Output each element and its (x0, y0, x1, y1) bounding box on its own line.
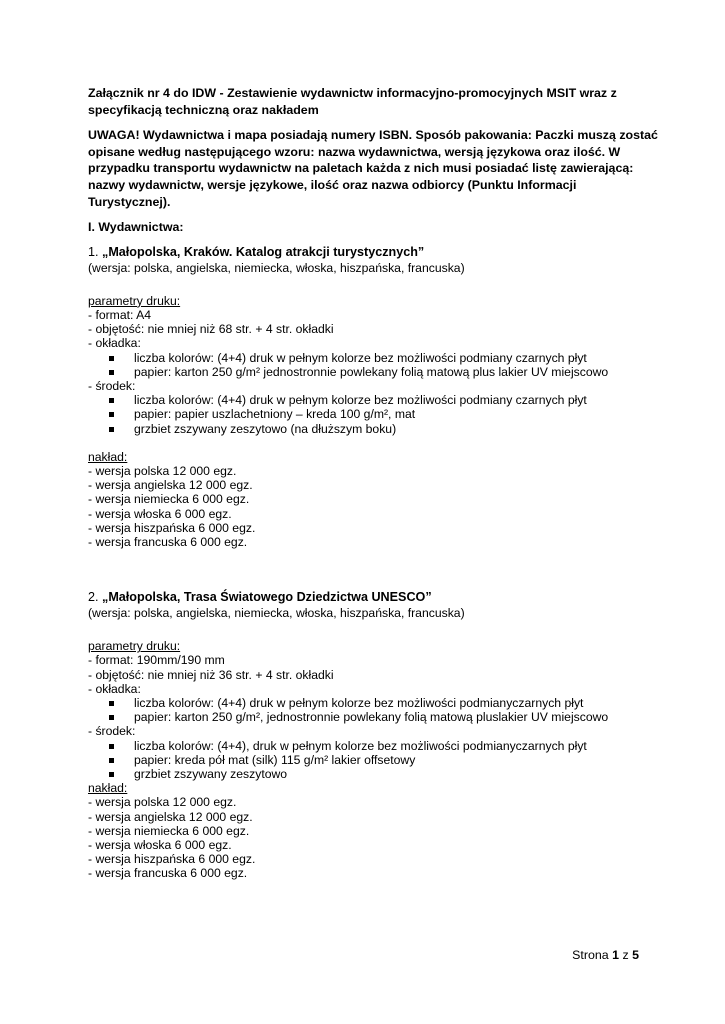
publication-2-inside-label: - środek: (88, 724, 136, 739)
publication-1-inside-label: - środek: (88, 378, 136, 393)
publication-2-inside-item: liczba kolorów: (4+4), druk w pełnym kolorze bez możliwości podmianyczarnych płyt (88, 739, 658, 753)
bullet-square-icon (109, 427, 114, 432)
publication-2-cover-label: - okładka: (88, 681, 141, 696)
publication-1-params-label: parametry druku: (88, 293, 181, 308)
publication-1-print-run-label: nakład: (88, 449, 128, 464)
document-title: Załącznik nr 4 do IDW - Zestawienie wydawnictw informacyjno-promocyjnych MSIT wraz z specyfikacją techniczną oraz nakładem (88, 86, 617, 117)
publication-2-print-run-item: - wersja angielska 12 000 egz. (88, 809, 253, 824)
publication-2-number: 2. (88, 590, 103, 605)
publication-2-cover-item: liczba kolorów: (4+4) druk w pełnym kolorze bez możliwości podmianyczarnych płyt (88, 696, 658, 710)
publication-2-versions: (wersja: polska, angielska, niemiecka, włoska, hiszpańska, francuska) (88, 606, 465, 621)
section-heading: I. Wydawnictwa: (88, 220, 184, 235)
publication-2-print-run-item: - wersja polska 12 000 egz. (88, 795, 237, 810)
publication-1-volume: - objętość: nie mniej niż 68 str. + 4 str. okładki (88, 322, 334, 337)
document-page (88, 85, 658, 881)
page-number: Strona 1 z 5 (572, 948, 639, 962)
publication-1-cover-label: - okładka: (88, 336, 141, 351)
bullet-square-icon (109, 398, 114, 403)
bullet-square-icon (109, 356, 114, 361)
bullet-square-icon (109, 758, 114, 763)
publication-1-print-run-item: - wersja hiszpańska 6 000 egz. (88, 520, 256, 535)
current-page: 1 (612, 948, 619, 962)
bullet-square-icon (109, 744, 114, 749)
publication-1-cover-item: papier: karton 250 g/m² jednostronnie powlekany folią matową plus lakier UV miejscowo (88, 365, 658, 379)
publication-1-inside-item: liczba kolorów: (4+4) druk w pełnym kolorze bez możliwości podmiany czarnych płyt (88, 393, 658, 407)
publication-1-title: „Małopolska, Kraków. Katalog atrakcji turystycznych” (102, 244, 425, 259)
publication-2-print-run-item: - wersja hiszpańska 6 000 egz. (88, 852, 256, 867)
bullet-square-icon (109, 772, 114, 777)
packing-notice: UWAGA! Wydawnictwa i mapa posiadają numery ISBN. Sposób pakowania: Paczki muszą zostać opisane według następującego wzoru: nazwa wydawnictwa, wersją językowa oraz ilość. W przypadku transportu wydawnictw na paletach każda z nich musi posiadać listę zawierającą: nazwy wydawnictw, wersje językowe, ilość oraz nazwa odbiorcy (Punktu Informacji Turystycznej). (88, 128, 658, 209)
publication-2-title: „Małopolska, Trasa Światowego Dziedzictwa UNESCO” (102, 590, 432, 605)
publication-2-print-run-item: - wersja niemiecka 6 000 egz. (88, 823, 250, 838)
publication-1-print-run-item: - wersja angielska 12 000 egz. (88, 478, 253, 493)
total-pages: 5 (632, 948, 639, 962)
publication-1-versions: (wersja: polska, angielska, niemiecka, włoska, hiszpańska, francuska) (88, 260, 465, 275)
publication-2-print-run-item: - wersja włoska 6 000 egz. (88, 838, 232, 853)
bullet-square-icon (109, 701, 114, 706)
publication-1-print-run-item: - wersja francuska 6 000 egz. (88, 535, 248, 549)
publication-1-cover-item: liczba kolorów: (4+4) druk w pełnym kolorze bez możliwości podmiany czarnych płyt (88, 351, 658, 365)
publication-1-print-run-item: - wersja włoska 6 000 egz. (88, 506, 232, 521)
bullet-square-icon (109, 412, 114, 417)
publication-1-print-run-item: - wersja polska 12 000 egz. (88, 463, 237, 478)
publication-2-heading (88, 589, 658, 606)
publication-2-inside-item: grzbiet zszywany zeszytowo (88, 767, 658, 781)
publication-1-print-run-item: - wersja niemiecka 6 000 egz. (88, 492, 250, 507)
publication-1-number: 1. (88, 244, 103, 259)
publication-1-inside-item: grzbiet zszywany zeszytowo (na dłuższym boku) (88, 422, 658, 436)
publication-2-print-run-item: - wersja francuska 6 000 egz. (88, 866, 248, 881)
publication-2-inside-item: papier: kreda pół mat (silk) 115 g/m² lakier offsetowy (88, 753, 658, 767)
publication-1-format: - format: A4 (88, 307, 151, 322)
publication-1-inside-item: papier: papier uszlachetniony – kreda 100 g/m², mat (88, 407, 658, 421)
publication-2-params-label: parametry druku: (88, 639, 181, 654)
publication-2-format: - format: 190mm/190 mm (88, 653, 225, 668)
bullet-square-icon (109, 370, 114, 375)
publication-2-volume: - objętość: nie mniej niż 36 str. + 4 str. okładki (88, 667, 334, 682)
bullet-square-icon (109, 715, 114, 720)
publication-2-cover-item: papier: karton 250 g/m², jednostronnie powlekany folią matową pluslakier UV miejscowo (88, 710, 658, 724)
publication-1-heading (88, 244, 658, 261)
publication-2-print-run-label: nakład: (88, 781, 128, 796)
